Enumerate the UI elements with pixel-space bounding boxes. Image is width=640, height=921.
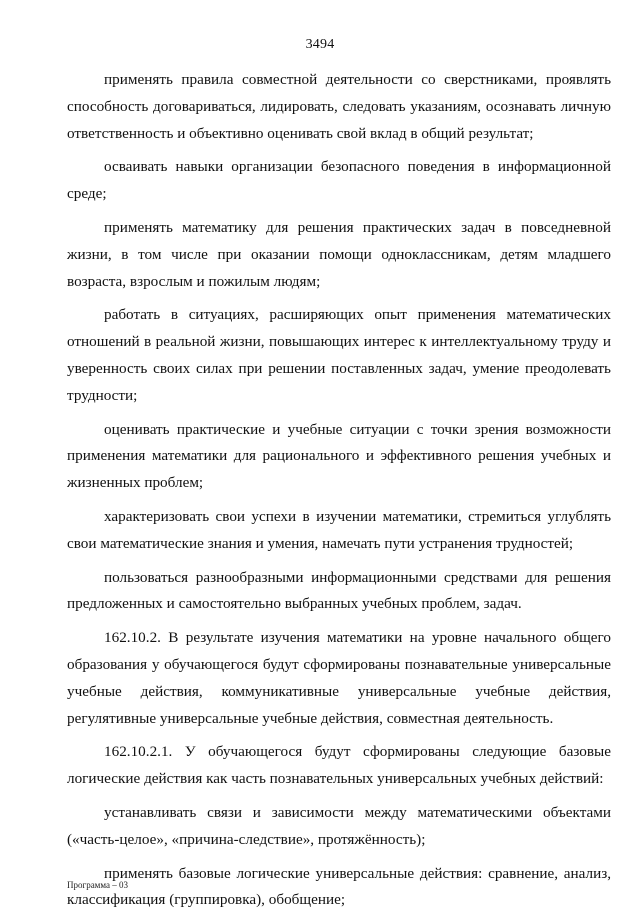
paragraph-information-tools: пользоваться разнообразными информационными средствами для решения предложенных и самостоятельно выбранных учебных проблем, задач. [67, 568, 611, 613]
paragraph-evaluate-situations: оценивать практические и учебные ситуации с точки зрения возможности применения математики для рационального и эффективного решения учебных и жизненных проблем; [67, 420, 611, 492]
paragraph-cooperation: применять правила совместной деятельности со сверстниками, проявлять способность договариваться, лидировать, следовать указаниям, осознавать личную ответственность и объективно оценивать свой вклад в общий результат; [67, 71, 611, 142]
paragraph-logical-actions: применять базовые логические универсальные действия: сравнение, анализ, классификация (группировка), обобщение; [67, 864, 611, 909]
paragraph-safe-behavior: осваивать навыки организации безопасного поведения в информационной среде; [67, 158, 611, 203]
document-body [67, 67, 611, 921]
paragraph-characterize-success: характеризовать свои успехи в изучении математики, стремиться углублять свои математические знания и умения, намечать пути устранения трудностей; [67, 507, 611, 552]
footer-program-label: Программа – 03 [67, 880, 129, 890]
paragraph-section-162-10-2: 162.10.2. В результате изучения математики на уровне начального общего образования у обучающегося будут сформированы познавательные универсальные учебные действия, коммуникативные универсальные учебные действия, регулятивные универсальные учебные действия, совместная деятельность. [67, 629, 611, 727]
paragraph-real-life-experience: работать в ситуациях, расширяющих опыт применения математических отношений в реальной жизни, повышающих интерес к интеллектуальному труду и уверенность своих силах при решении поставленных задач, умение преодолевать трудности; [67, 306, 611, 404]
paragraph-relations-dependencies: устанавливать связи и зависимости между математическими объектами («часть-целое», «причина-следствие», протяжённость); [67, 803, 611, 848]
page-number: 3494 [305, 37, 335, 52]
paragraph-section-162-10-2-1: 162.10.2.1. У обучающегося будут сформированы следующие базовые логические действия как часть познавательных универсальных учебных действий: [67, 743, 611, 788]
paragraph-practical-math: применять математику для решения практических задач в повседневной жизни, в том числе при оказании помощи одноклассникам, детям младшего возраста, взрослым и пожилым людям; [67, 218, 611, 290]
